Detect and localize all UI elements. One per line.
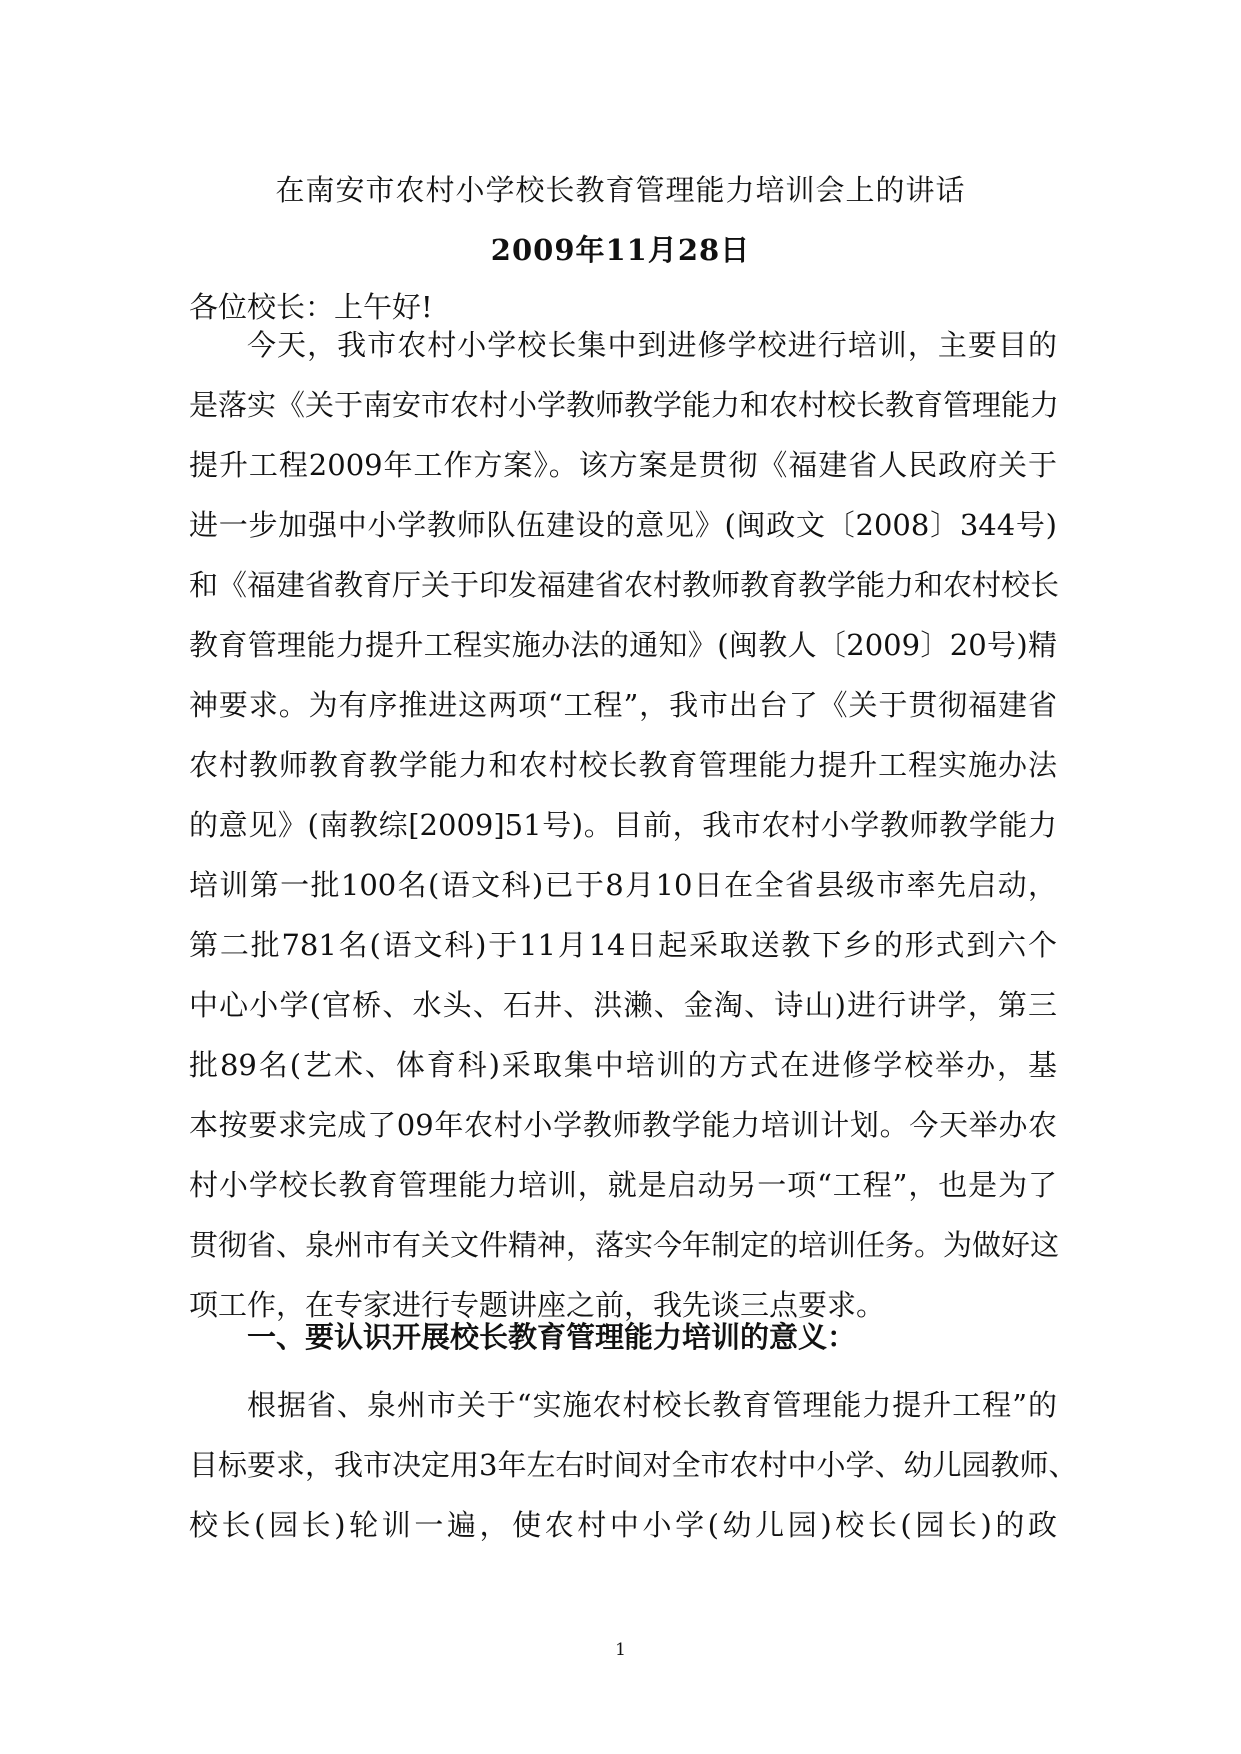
paragraph-line: 村小学校长教育管理能力培训，就是启动另一项“工程”，也是为了 (189, 1168, 1057, 1202)
paragraph-line: 是落实《关于南安市农村小学教师教学能力和农村校长教育管理能力 (189, 388, 1060, 422)
paragraph-line: 中心小学(官桥、水头、石井、洪濑、金淘、诗山)进行讲学，第三 (189, 988, 1057, 1022)
paragraph-line: 培训第一批100名(语文科)已于8月10日在全省县级市率先启动， (189, 868, 1057, 902)
greeting: 各位校长：上午好! (189, 290, 433, 324)
paragraph-line: 校长(园长)轮训一遍，使农村中小学(幼儿园)校长(园长)的政 (189, 1508, 1057, 1542)
document-title: 在南安市农村小学校长教育管理能力培训会上的讲话 (275, 173, 966, 207)
paragraph-line: 提升工程2009年工作方案》。该方案是贯彻《福建省人民政府关于 (189, 448, 1057, 482)
paragraph-line: 和《福建省教育厅关于印发福建省农村教师教育教学能力和农村校长 (189, 568, 1060, 602)
paragraph-line: 贯彻省、泉州市有关文件精神，落实今年制定的培训任务。为做好这 (189, 1228, 1060, 1262)
paragraph-line: 批89名(艺术、体育科)采取集中培训的方式在进修学校举办，基 (189, 1048, 1057, 1082)
paragraph-line: 进一步加强中小学教师队伍建设的意见》(闽政文〔2008〕344号) (189, 508, 1057, 542)
paragraph-line: 神要求。为有序推进这两项“工程”，我市出台了《关于贯彻福建省 (189, 688, 1057, 722)
paragraph-line: 的意见》(南教综[2009]51号)。目前，我市农村小学教师教学能力 (189, 808, 1057, 842)
paragraph-2 (189, 1375, 1078, 1555)
paragraph-line: 第二批781名(语文科)于11月14日起采取送教下乡的形式到六个 (189, 928, 1057, 962)
paragraph-line: 本按要求完成了09年农村小学教师教学能力培训计划。今天举办农 (189, 1108, 1057, 1142)
paragraph-line: 项工作，在专家进行专题讲座之前，我先谈三点要求。 (189, 1288, 886, 1322)
paragraph-line: 目标要求，我市决定用3年左右时间对全市农村中小学、幼儿园教师、 (189, 1448, 1078, 1482)
section-heading: 一、要认识开展校长教育管理能力培训的意义： (247, 1320, 857, 1354)
page-number: 1 (615, 1640, 626, 1660)
paragraph-line: 根据省、泉州市关于“实施农村校长教育管理能力提升工程”的 (247, 1388, 1057, 1422)
paragraph-line: 教育管理能力提升工程实施办法的通知》(闽教人〔2009〕20号)精 (189, 628, 1057, 662)
document-date: 2009年11月28日 (490, 233, 751, 267)
paragraph-1 (189, 315, 1060, 1335)
paragraph-line: 农村教师教育教学能力和农村校长教育管理能力提升工程实施办法 (189, 748, 1057, 782)
paragraph-line: 今天，我市农村小学校长集中到进修学校进行培训，主要目的 (247, 328, 1057, 362)
